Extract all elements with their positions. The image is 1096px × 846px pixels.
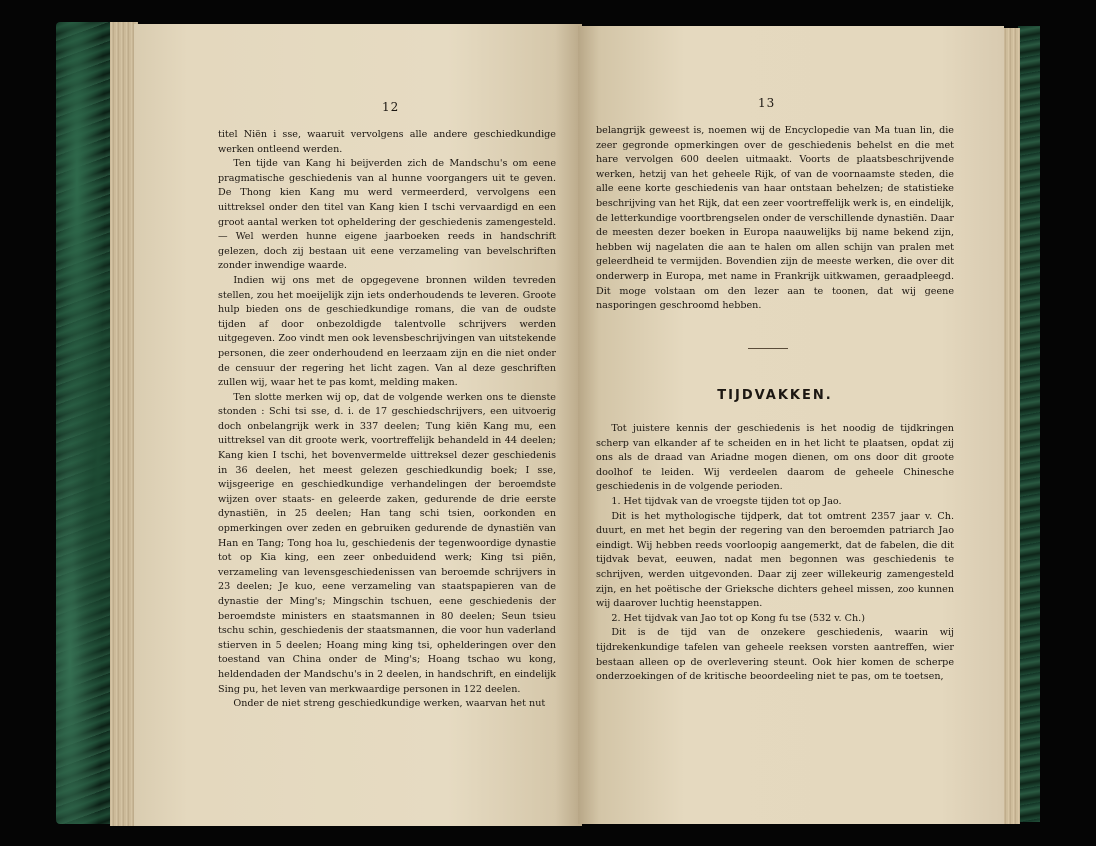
paragraph: Onder de niet streng geschiedkundige werken, waarvan het nut	[233, 698, 546, 710]
right-page-text	[596, 422, 954, 685]
paragraph: 2. Het tijdvak van Jao tot op Kong fu tse (532 v. Ch.)	[611, 612, 865, 624]
right-page-number: 13	[758, 96, 776, 110]
paragraph: Indien wij ons met de opgegevene bronnen wilden tevreden stellen, zou het moeijelijk zijn iets onderhoudends te leveren. Groote hulp bieden ons de geschiedkundige romans, die van de oudste tijden af door onbezoldigde talentvolle schrijvers werden uitgegeven. Zoo vindt men ook levensbeschrijvingen van uitstekende personen, die zeer onderhoudend en leerzaam zijn en die niet onder de censuur der regering het licht zagen. Van al deze geschriften zullen wij, waar het te pas komt, melding maken.	[218, 274, 556, 389]
page-stack-right	[1002, 28, 1020, 824]
paragraph: Tot juistere kennis der geschiedenis is het noodig de tijdkringen scherp van elkander af te scheiden en in het licht te plaatsen, opdat zij ons als de draad van Ariadne mogen dienen, om ons door dit groote doolhof te leiden. Wij verdeelen daarom de geheele Chinesche geschiedenis in de volgende perioden.	[596, 423, 954, 493]
paragraph: Ten slotte merken wij op, dat de volgende werken ons te dienste stonden : Schi tsi sse, d. i. de 17 geschiedschrijvers, een uitvoerig doch onbelangrijk werk in 337 deelen; Tung kiën Kang mu, een uittreksel van dit groote werk, voortreffelijk behandeld in 44 deelen; Kang kien I tschi, het bovenvermelde uittreksel dezer geschiedenis in 36 deelen, het meest gelezen geschiedkundig boek; I sse, wijsgeerige en geschiedkundige verhandelingen der beroemdste wijzen over staats- en geleerde zaken, gedurende de drie eerste dynastiën, in 25 deelen; Han tang schi tsien, oorkonden en opmerkingen over zeden en gebruiken gedurende de dynastiën van Han en Tang; Tong hoa lu, geschiedenis der tegenwoordige dynastie tot op Kia king, een zeer onbeduidend werk; King tsi piën, verzameling van levensgeschiedenissen van beroemde schrijvers in 23 deelen; Je kuo, eene verzameling van staatspapieren van de dynastie der Ming's; Mingschin tschuen, eene geschiedenis der beroemdste ministers en staatsmannen in 80 deelen; Seun tsieu tschu schin, geschiedenis der staatsmannen, die voor hun vaderland stierven in 5 deelen; Hoang ming king tsi, ophelderingen over den toestand van China onder de Ming's; Hoang tschao wu kong, heldendaden der Mandschu's in 2 deelen, in handschrift, en eindelijk Sing pu, het leven van merkwaardige personen in 122 deelen.	[218, 391, 556, 695]
right-page-intro	[596, 124, 954, 314]
section-divider	[748, 348, 788, 349]
section-heading: TIJDVAKKEN.	[717, 388, 833, 403]
paragraph: Dit is het mythologische tijdperk, dat tot omtrent 2357 jaar v. Ch. duurt, en met het begin der regering van den beroemden patriarch Jao eindigt. Wij hebben reeds voorloopig aangemerkt, dat de fabelen, die dit tijdvak bevat, eeuwen, nadat men begonnen was geschiedenis te schrijven, werden uitgevonden. Daar zij zeer willekeurig zamengesteld zijn, en het poëtische der Grieksche dichters geheel missen, zoo kunnen wij daarover luchtig heenstappen.	[596, 510, 954, 610]
left-page	[134, 24, 582, 826]
left-page-number: 12	[382, 100, 400, 114]
marbled-cover-right	[1018, 26, 1040, 822]
paragraph: belangrijk geweest is, noemen wij de Encyclopedie van Ma tuan lin, die zeer gegronde opmerkingen over de geschiedenis behelst en die met hare vervolgen 600 deelen uitmaakt. Voorts de plaatsbeschrijvende werken, hetzij van het geheele Rijk, of van de voornaamste steden, die alle eene korte geschiedenis van haar ontstaan behelzen; de statistieke beschrijving van het Rijk, dat een zeer voortreffelijk werk is, en eindelijk, de letterkundige voortbrengselen onder de verschillende dynastiën. Daar de meesten dezer boeken in Europa naauwelijks bij name bekend zijn, hebben wij nagelaten die aan te halen om allen schijn van pralen met geleerdheid te vermijden. Bovendien zijn de meeste werken, die over dit onderwerp in Europa, met name in Frankrijk uitkwamen, geraadpleegd. Dit moge volstaan om den lezer aan te toonen, dat wij geene nasporingen geschroomd hebben.	[596, 125, 954, 312]
right-page	[578, 26, 1004, 824]
paragraph: Dit is de tijd van de onzekere geschiedenis, waarin wij tijdrekenkundige tafelen van geheele reeksen vorsten aantreffen, wier bestaan alleen op de overlevering steunt. Ook hier komen de scherpe onderzoekingen of de kritische beoordeeling niet te pas, om te toetsen,	[596, 627, 954, 683]
left-page-text	[218, 128, 556, 712]
paragraph: Ten tijde van Kang hi beijverden zich de Mandschu's om eene pragmatische geschiedenis van al hunne voorgangers uit te geven. De Thong kien Kang mu werd vermeerderd, vervolgens een uittreksel onder den titel van Kang kien I tschi vervaardigd en een groot aantal werken tot opheldering der geschiedenis zamengesteld. — Wel werden hunne eigene jaarboeken reeds in handschrift gelezen, doch zij bestaan uit eene verzameling van bevelschriften zonder inwendige waarde.	[218, 158, 556, 272]
paragraph: 1. Het tijdvak van de vroegste tijden tot op Jao.	[611, 495, 842, 507]
paragraph: titel Niën i sse, waaruit vervolgens alle andere geschiedkundige werken ontleend werden.	[218, 129, 556, 155]
